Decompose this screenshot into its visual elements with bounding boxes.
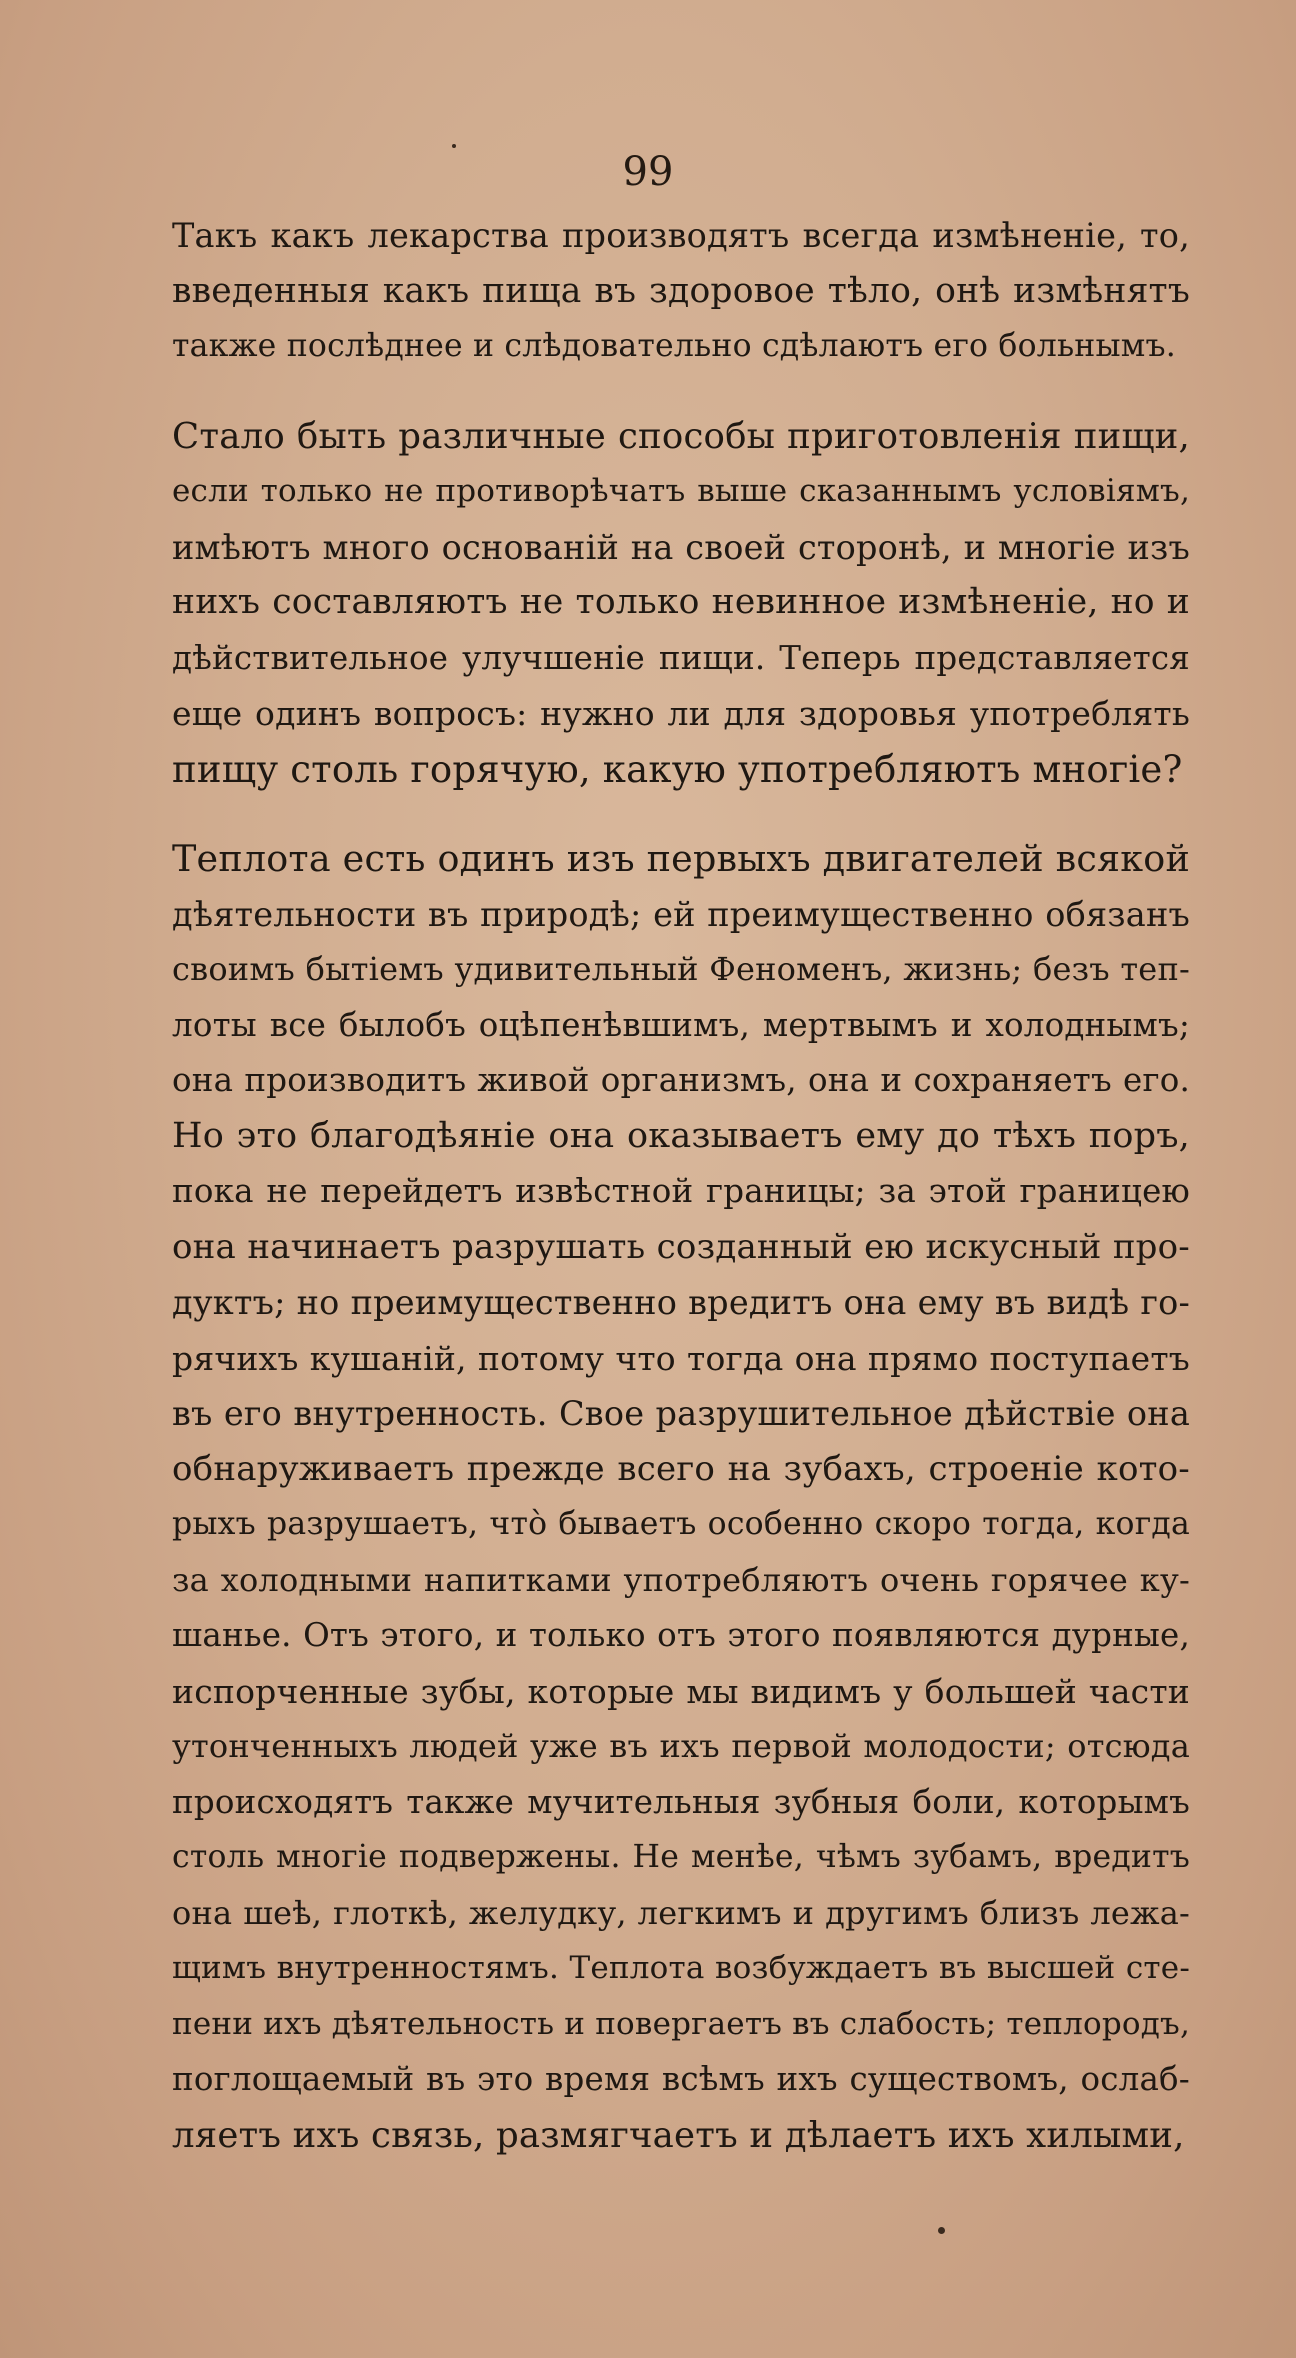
text-line: щимъ внутренностямъ. Теплота возбуждаетъ въ высшей сте-	[172, 1950, 1190, 1986]
text-line: рыхъ разрушаетъ, что̀ бываетъ особенно скоро тогда, когда	[172, 1506, 1190, 1542]
paragraph	[172, 208, 1190, 375]
text-line: также послѣднее и слѣдовательно сдѣлаютъ его больнымъ.	[172, 328, 1176, 364]
text-line: Такъ какъ лекарства производятъ всегда измѣненіе, то,	[172, 216, 1190, 255]
text-line: она производитъ живой организмъ, она и сохраняетъ его.	[172, 1061, 1190, 1099]
text-line: пищу столь горячую, какую употребляютъ многіе?	[172, 747, 1183, 791]
text-line: Теплота есть одинъ изъ первыхъ двигателей всякой	[172, 837, 1190, 880]
page-number: 99	[622, 149, 674, 195]
text-line: введенныя какъ пища въ здоровое тѣло, онѣ измѣнятъ	[172, 270, 1190, 311]
text-line: шанье. Отъ этого, и только отъ этого появляются дурные,	[172, 1616, 1190, 1654]
text-line: испорченные зубы, которые мы видимъ у большей части	[172, 1671, 1190, 1711]
text-line: столь многіе подвержены. Не менѣе, чѣмъ зубамъ, вредитъ	[172, 1839, 1190, 1875]
text-line: нихъ составляютъ не только невинное измѣненіе, но и	[172, 582, 1190, 622]
text-line: имѣютъ много основаній на своей сторонѣ, и многіе изъ	[172, 527, 1190, 567]
text-line: дѣйствительное улучшеніе пищи. Теперь представляется	[172, 638, 1190, 677]
paper-speck	[452, 144, 456, 148]
text-line: если только не противорѣчатъ выше сказаннымъ условіямъ,	[172, 473, 1190, 509]
text-line: своимъ бытіемъ удивительный Феноменъ, жизнь; безъ теп-	[172, 950, 1190, 988]
text-line: дуктъ; но преимущественно вредитъ она ему въ видѣ го-	[172, 1283, 1190, 1322]
text-line: ляетъ ихъ связь, размягчаетъ и дѣлаетъ ихъ хилыми,	[172, 2114, 1185, 2156]
text-line: она начинаетъ разрушать созданный ею искусный про-	[172, 1226, 1190, 1267]
text-line: пока не перейдетъ извѣстной границы; за этой границею	[172, 1172, 1190, 1210]
paragraph	[172, 831, 1190, 2163]
text-line: обнаруживаетъ прежде всего на зубахъ, строеніе кото-	[172, 1448, 1190, 1489]
page-text	[172, 208, 1190, 2163]
text-line: она шеѣ, глоткѣ, желудку, легкимъ и другимъ близъ лежа-	[172, 1893, 1190, 1932]
text-line: Но это благодѣяніе она оказываетъ ему до тѣхъ поръ,	[172, 1115, 1190, 1156]
text-line: происходятъ также мучительныя зубныя боли, которымъ	[172, 1782, 1190, 1821]
text-line: еще одинъ вопросъ: нужно ли для здоровья употреблять	[172, 694, 1190, 733]
paper-speck	[938, 2227, 945, 2234]
text-line: поглощаемый въ это время всѣмъ ихъ существомъ, ослаб-	[172, 2060, 1190, 2098]
paragraph	[172, 409, 1190, 798]
text-line: пени ихъ дѣятельность и повергаетъ въ слабость; теплородъ,	[172, 2005, 1191, 2042]
text-line: за холодными напитками употребляютъ очень горячее ку-	[172, 1560, 1190, 1599]
text-line: въ его внутренность. Свое разрушительное дѣйствіе она	[172, 1394, 1190, 1433]
text-line: дѣятельности въ природѣ; ей преимущественно обязанъ	[172, 894, 1190, 934]
text-line: утонченныхъ людей уже въ ихъ первой молодости; отсюда	[172, 1727, 1190, 1765]
text-line: рячихъ кушаній, потому что тогда она прямо поступаетъ	[172, 1338, 1190, 1378]
text-line: Стало быть различные способы приготовленія пищи,	[172, 415, 1190, 457]
text-line: лоты все былобъ оцѣпенѣвшимъ, мертвымъ и холоднымъ;	[172, 1005, 1190, 1044]
